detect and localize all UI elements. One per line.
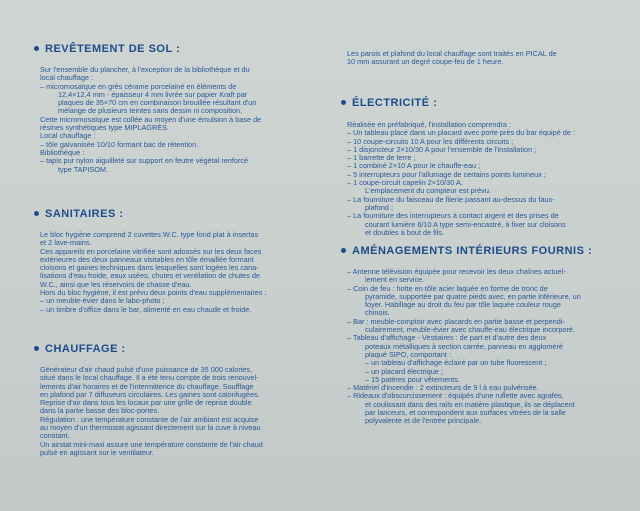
bullet-icon [341, 100, 346, 105]
text-line: lements d'air horaires et de l'intermittence du chauffage. Soufflage [40, 381, 254, 391]
text-line: Un airstat mini-maxi assure une température constante de l'air chaud [40, 439, 263, 449]
text-line: Cette micromosaïque est collée au moyen d'une émulsion à base de [40, 114, 262, 124]
bullet-icon [341, 248, 346, 253]
text-line: chinois. [365, 308, 390, 318]
text-line: – 10 coupe-circuits 10 A pour les différents circuits ; [347, 136, 514, 146]
text-line: Ces appareils en porcelaine vitrifiée sont adossés sur les deux faces [40, 246, 262, 256]
text-line: en plafond par 7 diffuseurs circulaires. Les gaines sont calorifugées. [40, 389, 260, 399]
text-line: Régulation : une température constante de l'air ambiant est acquise [40, 414, 259, 424]
text-line: – 15 patères pour vêtements. [365, 374, 460, 384]
text-line: plafond ; [365, 202, 393, 212]
text-line: au moyen d'un thermostat agissant directement sur la cuve à niveau [40, 423, 261, 433]
text-line: courant lumière 6/10 A type semi-encastré, à fixer sur cloisons [365, 219, 566, 229]
text-line: – un placard électrique ; [365, 366, 443, 376]
text-line: – un meuble-évier dans le labo-photo ; [40, 296, 165, 306]
chauffage-title: CHAUFFAGE : [45, 343, 126, 355]
text-line: Sur l'ensemble du plancher, à l'exception de la bibliothèque et du [40, 65, 250, 74]
text-line: – La fourniture du faisceau de filerie passant au-dessus du faux- [347, 194, 555, 204]
sanitaires-title: SANITAIRES : [45, 208, 124, 220]
electricite-heading [341, 97, 437, 109]
text-line: Les parois et plafond du local chauffage sont traités en PICAL de [347, 49, 557, 58]
text-line: – Un tableau placé dans un placard avec porte près du bar équipé de : [347, 128, 575, 138]
text-line: Réalisée en préfabriqué, l'installation comprendra : [347, 120, 512, 129]
amenagements-title: AMÉNAGEMENTS INTÉRIEURS FOURNIS : [352, 245, 593, 257]
text-line: – 1 barrette de terre ; [347, 153, 416, 163]
chauffage-heading [34, 343, 126, 355]
text-line: cloisons et gaines techniques dans lesquelles sont logées les cana- [40, 263, 259, 273]
chauffage-body [40, 366, 325, 457]
bullet-icon [34, 211, 39, 216]
text-line: – un tableau d'affichage éclairé par un tube fluorescent ; [365, 358, 547, 368]
text-line: polyvalente et de l'entrée principale. [365, 416, 482, 426]
text-line: – Matériel d'incendie : 2 extincteurs de 9 l à eau pulvérisée. [347, 383, 539, 393]
revetement-heading [34, 43, 180, 55]
text-line: – un timbre d'office dans le bar, alimenté en eau chaude et froide. [40, 304, 252, 314]
text-line: plaqué SIPO, comportant : [365, 349, 451, 359]
text-line: – 1 disjoncteur 2×10/30 A pour l'ensemble de l'installation ; [347, 144, 537, 154]
text-line: – tôle galvanisée 10/10 formant bac de rétention. [40, 139, 199, 149]
electricite-body [347, 121, 622, 237]
text-line: – Coin de feu : hotte en tôle acier laquée en forme de tronc de [347, 283, 548, 293]
text-line: foyer. Habillage au droit du feu par tôle laquée couleur rouge [365, 300, 561, 310]
text-line: culairement, meuble-évier avec chauffe-eau électrique incorporé. [365, 325, 575, 335]
text-line: Local chauffage : [40, 131, 96, 141]
text-line: Bibliothèque : [40, 147, 85, 157]
bullet-icon [34, 346, 39, 351]
text-line: pulsé en agissant sur le ventilateur. [40, 447, 154, 457]
text-line: extérieures des deux panneaux visitables en tôle émaillée formant [40, 254, 254, 264]
amenagements-heading [341, 245, 592, 257]
text-line: – 5 interrupteurs pour l'allumage de certains points lumineux ; [347, 169, 546, 179]
text-line: local chauffage : [40, 73, 94, 83]
amenagements-body [347, 268, 622, 426]
electricite-title: ÉLECTRICITÉ : [352, 97, 438, 109]
text-line: – 1 combiné 2×10 A pour le chauffe-eau ; [347, 161, 481, 171]
text-line: – Rideaux d'obscurcissement : équipés d'une ruflette avec agrafes, [347, 391, 564, 401]
text-line: plaques de 35×70 cm en combinaison brouillée résultant d'un [58, 98, 257, 108]
text-line: – Antenne télévision équipée pour recevoir les deux chaînes actuel- [347, 267, 566, 276]
text-line: et 2 lave-mains. [40, 238, 92, 248]
text-line: – tapis pur nylon aiguilleté sur support en feutre végétal renforcé [40, 156, 249, 166]
text-line: lement en service. [365, 275, 425, 285]
text-line: constant. [40, 431, 70, 441]
revetement-body [40, 66, 325, 174]
text-line: résines synthétiques type MIPLAGRÈS. [40, 123, 169, 133]
revetement-title: REVÊTEMENT DE SOL : [45, 43, 181, 55]
text-line: – Tableau d'affichage - Vestiaires : de part et d'autre des deux [347, 333, 547, 343]
text-line: lisations d'eau froide, eaux usées, chutes et ventilation de chutes de [40, 271, 261, 281]
sanitaires-heading [34, 208, 124, 220]
text-line: par lanceurs, et correspondent aux surfaces vitrées de la salle [365, 408, 566, 418]
text-line: 10 mm assurant un degré coupe-feu de 1 heure. [347, 57, 504, 67]
text-line: et coulissant dans des rails en matière plastique, ils se déplacent [365, 399, 575, 409]
text-line: poteaux métalliques à section carrée, panneau en aggloméré [365, 341, 563, 351]
text-line: Reprise d'air dans tous les locaux par une grille de reprise double [40, 398, 252, 408]
text-line: – micromosaïque en grès cérame porcelainé en éléments de [40, 81, 237, 91]
chauffage-continued [347, 50, 622, 67]
sanitaires-body [40, 231, 325, 314]
text-line: dans la partie basse des bloc-portes. [40, 406, 160, 416]
bullet-icon [34, 46, 39, 51]
text-line: Générateur d'air chaud pulsé d'une puissance de 35 000 calories, [40, 365, 253, 374]
text-line: – Bar : meuble-comptoir avec placards en partie basse et perpendi- [347, 316, 565, 326]
text-line: L'emplacement du compteur est prévu. [365, 186, 491, 196]
text-line: situé dans le local chauffage. Il a été tenu compte de trois renouvel- [40, 373, 259, 383]
text-line: type TAPISOM. [58, 164, 109, 174]
text-line: – La fourniture des interrupteurs à contact argent et des prises de [347, 211, 559, 221]
text-line: 12,4×12,4 mm - épaisseur 4 mm livrée sur papier Kraft par [58, 89, 248, 99]
text-line: Le bloc hygiène comprend 2 cuvettes W.C. type fond plat à insertas [40, 230, 259, 239]
text-line: et doubles à bout de fils. [365, 227, 445, 237]
text-line: W.C., ainsi que les réservoirs de chasse d'eau. [40, 279, 192, 289]
text-line: mélange de plusieurs teintes sans dessin ni composition. [58, 106, 243, 116]
text-line: Hors du bloc hygiène, il est prévu deux points d'eau supplémentaires : [40, 288, 267, 298]
text-line: – 1 coupe-circuit capelin 2×10/30 A. [347, 178, 463, 188]
text-line: pyramide, supportée par quatre pieds avec, en partie inférieure, un [365, 291, 581, 301]
